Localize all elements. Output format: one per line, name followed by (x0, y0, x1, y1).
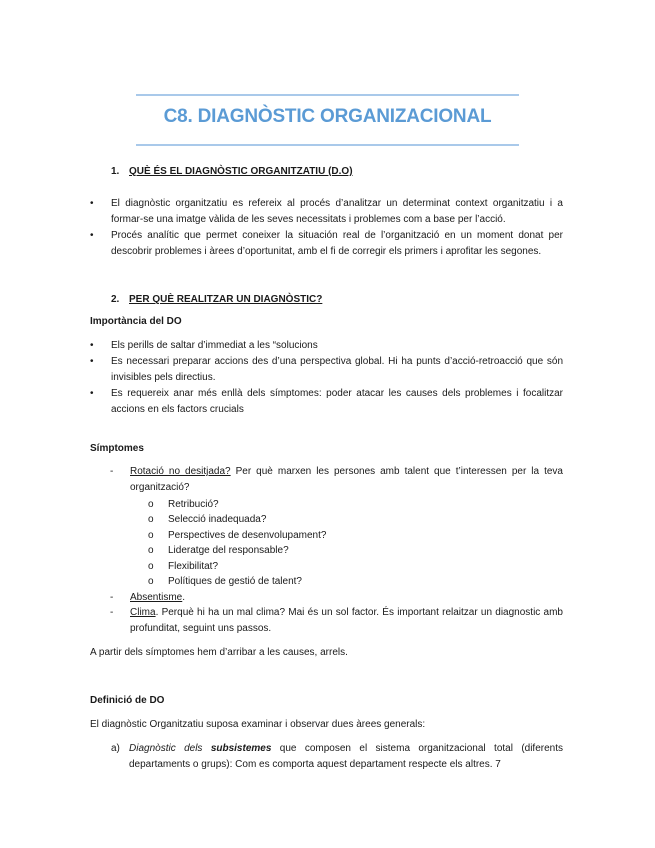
circle-bullet-icon: o (148, 530, 154, 541)
list-item-text: El diagnòstic organitzatiu es refereix al procés d’analitzar un determinat context organitzatiu i a formar-se una imatge vàlida de les seves necessitats i problemes com a base per l’acció. (111, 198, 563, 225)
title-rule-bottom (136, 144, 519, 146)
definition-item-text (129, 741, 563, 772)
cause-text: Lideratge del responsable? (168, 545, 289, 556)
section-number: 2. (111, 294, 120, 305)
cause-text: Selecció inadequada? (168, 514, 267, 525)
list-item-text: Procés analític que permet coneixer la situación real de l’organització en un moment donat per descobrir problemes i àrees d’oportunitat, amb el fi de corregir els primers i aprofitar les segones. (111, 230, 563, 257)
bullet-icon: • (90, 356, 94, 367)
symptom-description: . Perquè hi ha un mal clima? Mai és un sol factor. És important relaitzar un diagnostic amb profunditat, seguint uns passos. (130, 607, 563, 634)
symptom-text (130, 590, 563, 606)
symptom-description: Per què marxen les persones amb talent que t’interessen per la teva organització? (130, 466, 563, 493)
plain-text: que composen el sistema organitzacional total (diferents departaments o grups): Com es comporta aquest departament respecte els altres. 7 (129, 743, 564, 770)
bullet-icon: • (90, 198, 94, 209)
italic-text: Diagnòstic dels (129, 743, 211, 754)
section-number: 1. (111, 166, 120, 177)
cause-text: Retribució? (168, 499, 219, 510)
circle-bullet-icon: o (148, 499, 154, 510)
section-heading-text: PER QUÈ REALITZAR UN DIAGNÒSTIC? (129, 294, 323, 305)
section1-heading (111, 164, 353, 180)
importance-heading: Importància del DO (90, 316, 182, 327)
list-item-text: Es necessari preparar accions des d’una perspectiva global. Hi ha punts d’acció-retroacció que són invisibles pels directius. (111, 356, 563, 383)
list-item-text: Es requereix anar més enllà dels símptomes: poder atacar les causes dels problemes i focalitzar accions en els factors crucials (111, 388, 563, 415)
conclusion-text: A partir dels símptomes hem d’arribar a les causes, arrels. (90, 647, 348, 658)
dash-icon: - (110, 466, 114, 477)
dash-icon: - (110, 592, 114, 603)
bullet-icon: • (90, 230, 94, 241)
symptom-description: . (182, 592, 186, 603)
dash-icon: - (110, 607, 114, 618)
circle-bullet-icon: o (148, 514, 154, 525)
definition-intro: El diagnòstic Organitzatiu suposa examinar i observar dues àrees generals: (90, 719, 426, 730)
section2-heading (111, 292, 322, 308)
section-heading-text: QUÈ ÉS EL DIAGNÒSTIC ORGANITZATIU (D.O) (129, 166, 353, 177)
cause-text: Flexibilitat? (168, 561, 219, 572)
symptom-term: Rotació no desitjada? (130, 466, 231, 477)
letter-marker: a) (111, 743, 120, 754)
definition-heading: Definició de DO (90, 695, 165, 706)
list-item-text: Els perills de saltar d’immediat a les “solucions (111, 340, 318, 351)
symptom-term: Absentisme (130, 592, 183, 603)
title-rule-top (136, 94, 519, 96)
bullet-icon: • (90, 388, 94, 399)
circle-bullet-icon: o (148, 576, 154, 587)
circle-bullet-icon: o (148, 561, 154, 572)
cause-text: Perspectives de desenvolupament? (168, 530, 327, 541)
circle-bullet-icon: o (148, 545, 154, 556)
bullet-icon: • (90, 340, 94, 351)
symptoms-heading: Símptomes (90, 443, 144, 454)
symptom-term: Clima (130, 607, 156, 618)
page-title: C8. DIAGNÒSTIC ORGANIZACIONAL (163, 106, 492, 127)
cause-text: Polítiques de gestió de talent? (168, 576, 302, 587)
symptom-text (130, 464, 563, 495)
bold-italic-text: subsistemes (210, 743, 272, 754)
symptom-text (130, 605, 563, 636)
